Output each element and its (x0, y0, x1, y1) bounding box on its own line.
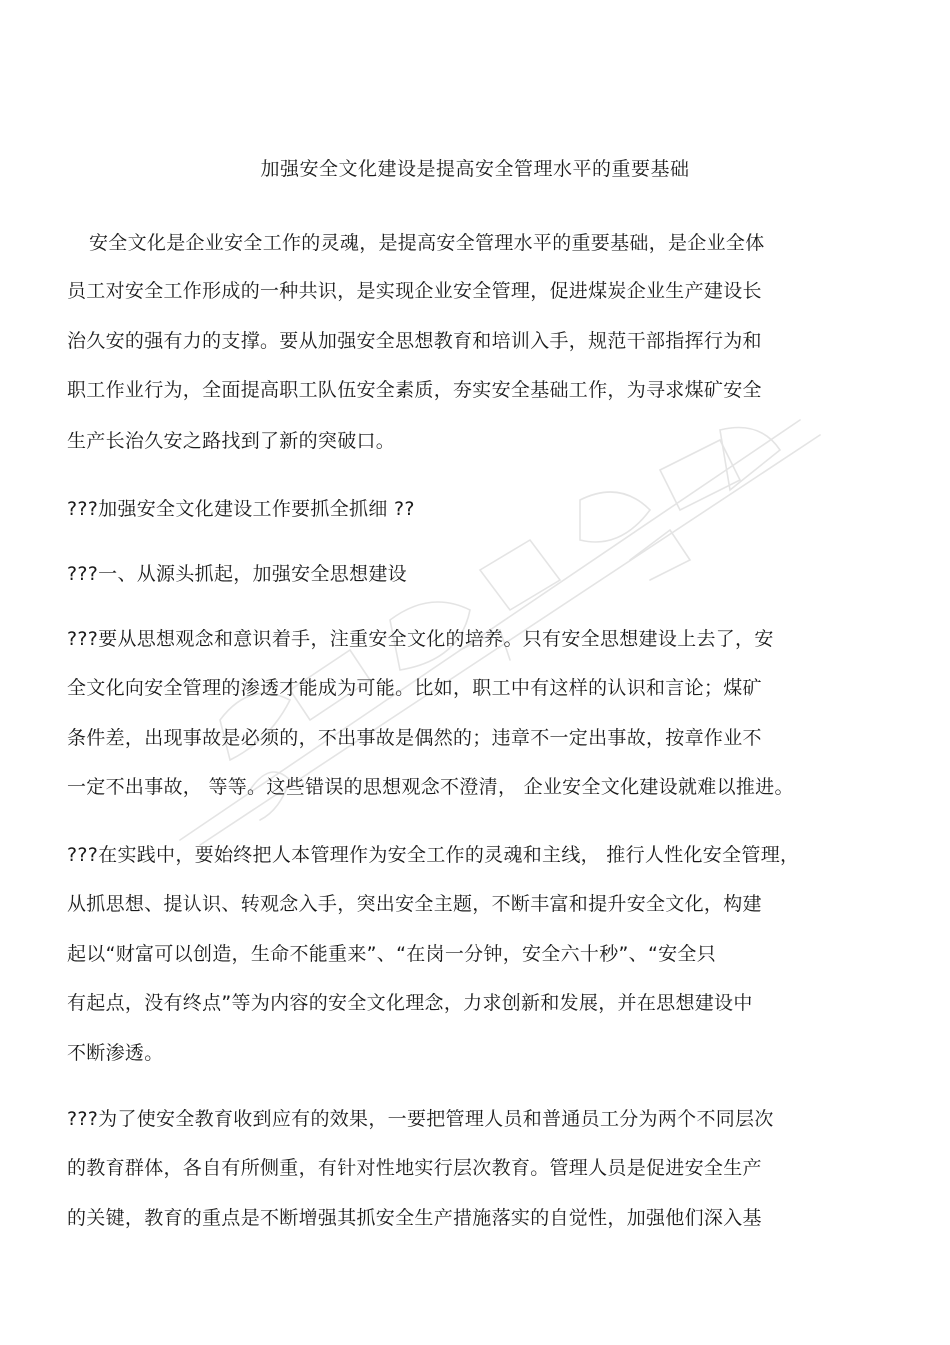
paragraph-line: 全文化向安全管理的渗透才能成为可能。比如，职工中有这样的认识和言论；煤矿 (67, 677, 762, 699)
paragraph-line: 的教育群体，各自有所侧重，有针对性地实行层次教育。管理人员是促进安全生产 (67, 1157, 762, 1179)
section-heading: ???一、从源头抓起，加强安全思想建设 (67, 563, 407, 585)
paragraph-line: 一定不出事故， 等等。这些错误的思想观念不澄清， 企业安全文化建设就难以推进。 (67, 776, 794, 798)
paragraph-line: 不断渗透。 (67, 1042, 164, 1064)
paragraph-line: ???在实践中，要始终把人本管理作为安全工作的灵魂和主线， 推行人性化安全管理， (67, 844, 800, 866)
paragraph-line: 生产长治久安之路找到了新的突破口。 (67, 430, 396, 452)
paragraph-line: 从抓思想、提认识、转观念入手，突出安全主题，不断丰富和提升安全文化，构建 (67, 893, 762, 915)
paragraph-line: 的关键，教育的重点是不断增强其抓安全生产措施落实的自觉性，加强他们深入基 (67, 1207, 762, 1229)
paragraph-line: ???要从思想观念和意识着手，注重安全文化的培养。只有安全思想建设上去了，安 (67, 628, 774, 650)
paragraph-line: 有起点，没有终点”等为内容的安全文化理念，力求创新和发展，并在思想建设中 (67, 992, 753, 1014)
paragraph-line: 职工作业行为，全面提高职工队伍安全素质，夯实安全基础工作，为寻求煤矿安全 (67, 379, 762, 401)
document-title: 加强安全文化建设是提高安全管理水平的重要基础 (260, 158, 690, 180)
paragraph-line: 治久安的强有力的支撑。要从加强安全思想教育和培训入手，规范干部指挥行为和 (67, 330, 762, 352)
paragraph-line: 条件差，出现事故是必须的，不出事故是偶然的；违章不一定出事故，按章作业不 (67, 727, 762, 749)
paragraph-line: 起以“财富可以创造，生命不能重来”、“在岗一分钟，安全六十秒”、“安全只 (67, 943, 717, 965)
section-heading: ???加强安全文化建设工作要抓全抓细 ?? (67, 498, 415, 520)
paragraph-line: 员工对安全工作形成的一种共识，是实现企业安全管理，促进煤炭企业生产建设长 (67, 280, 762, 302)
paragraph-line: ???为了使安全教育收到应有的效果，一要把管理人员和普通员工分为两个不同层次 (67, 1108, 774, 1130)
paragraph-line: 安全文化是企业安全工作的灵魂，是提高安全管理水平的重要基础，是企业全体 (89, 232, 765, 254)
